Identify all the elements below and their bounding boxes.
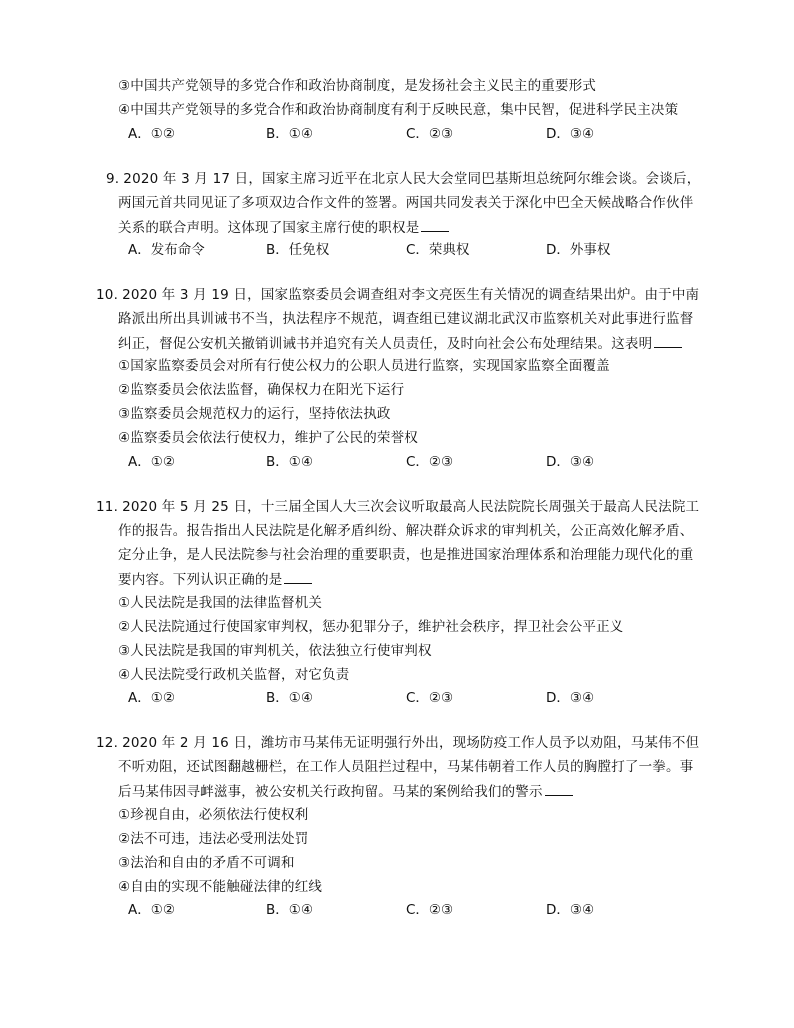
q9-option-d[interactable]: D．外事权 xyxy=(546,242,611,258)
q11-option-c[interactable]: C．②③ xyxy=(406,690,454,706)
answer-blank[interactable] xyxy=(654,335,682,348)
q11-option-d[interactable]: D．③④ xyxy=(546,690,595,706)
q11-option-b[interactable]: B．①④ xyxy=(266,690,313,706)
q10-line-3: 纠正，督促公安机关撤销训诫书并追究有关人员责任，及时向社会公布处理结果。这表明 xyxy=(118,335,682,352)
q11-line-3: 定分止争，是人民法院参与社会治理的重要职责，也是推进国家治理体系和治理能力现代化的重 xyxy=(118,547,694,563)
q10-number: 10. xyxy=(96,287,119,303)
q11-item-2: ②人民法院通过行使国家审判权，惩办犯罪分子，维护社会秩序，捍卫社会公平正义 xyxy=(118,619,624,635)
answer-blank[interactable] xyxy=(545,783,573,796)
answer-blank[interactable] xyxy=(421,219,449,232)
q9-line-1: 9. 2020 年 3 月 17 日，国家主席习近平在北京人民大会堂同巴基斯坦总统阿尔维会谈。会谈后， xyxy=(106,171,701,187)
q12-options xyxy=(128,902,628,918)
q8-option-b[interactable]: B．①④ xyxy=(266,126,313,142)
q10-line-2: 路派出所出具训诫书不当，执法程序不规范，调查组已建议湖北武汉市监察机关对此事进行监督 xyxy=(118,311,694,327)
q11-line-2: 作的报告。报告指出人民法院是化解矛盾纠纷、解决群众诉求的审判机关，公正高效化解矛盾、 xyxy=(118,523,694,539)
q9-line-3: 关系的联合声明。这体现了国家主席行使的职权是 xyxy=(118,219,449,236)
q11-item-3: ③人民法院是我国的审判机关，依法独立行使审判权 xyxy=(118,643,432,659)
q8-option-c[interactable]: C．②③ xyxy=(406,126,454,142)
q8-item-3: ③中国共产党领导的多党合作和政治协商制度，是发扬社会主义民主的重要形式 xyxy=(118,78,597,94)
q12-line-3: 后马某伟因寻衅滋事，被公安机关行政拘留。马某的案例给我们的警示 xyxy=(118,783,573,800)
q9-options xyxy=(128,242,628,258)
q10-option-b[interactable]: B．①④ xyxy=(266,454,313,470)
q11-item-4: ④人民法院受行政机关监督，对它负责 xyxy=(118,667,350,683)
q9-number: 9. xyxy=(106,171,120,187)
q11-line-4: 要内容。下列认识正确的是 xyxy=(118,571,312,588)
q10-item-1: ①国家监察委员会对所有行使公权力的公职人员进行监察，实现国家监察全面覆盖 xyxy=(118,358,610,374)
q10-option-d[interactable]: D．③④ xyxy=(546,454,595,470)
q12-item-2: ②法不可违，违法必受刑法处罚 xyxy=(118,831,309,847)
q12-option-d[interactable]: D．③④ xyxy=(546,902,595,918)
q12-option-a[interactable]: A．①② xyxy=(128,902,175,918)
q12-line-1: 12. 2020 年 2 月 16 日，潍坊市马某伟无证明强行外出，现场防疫工作人员予以劝阻，马某伟不但 xyxy=(96,735,700,751)
q11-options xyxy=(128,690,628,706)
q12-line-2: 不听劝阻，还试图翻越栅栏，在工作人员阻拦过程中，马某伟朝着工作人员的胸膛打了一拳。事 xyxy=(118,759,694,775)
q8-item-4: ④中国共产党领导的多党合作和政治协商制度有利于反映民意，集中民智，促进科学民主决策 xyxy=(118,102,679,118)
q12-item-1: ①珍视自由，必须依法行使权利 xyxy=(118,807,309,823)
q10-line-1: 10. 2020 年 3 月 19 日，国家监察委员会调查组对李文亮医生有关情况的调查结果出炉。由于中南 xyxy=(96,287,700,303)
q10-option-a[interactable]: A．①② xyxy=(128,454,175,470)
q12-option-c[interactable]: C．②③ xyxy=(406,902,454,918)
q11-line-1: 11. 2020 年 5 月 25 日，十三届全国人大三次会议听取最高人民法院院长周强关于最高人民法院工 xyxy=(96,499,700,515)
q12-option-b[interactable]: B．①④ xyxy=(266,902,313,918)
q8-option-d[interactable]: D．③④ xyxy=(546,126,595,142)
q9-line-2: 两国元首共同见证了多项双边合作文件的签署。两国共同发表关于深化中巴全天候战略合作伙伴 xyxy=(118,195,694,211)
answer-blank[interactable] xyxy=(284,571,312,584)
q11-item-1: ①人民法院是我国的法律监督机关 xyxy=(118,595,323,611)
q12-number: 12. xyxy=(96,735,119,751)
q11-option-a[interactable]: A．①② xyxy=(128,690,175,706)
q10-option-c[interactable]: C．②③ xyxy=(406,454,454,470)
q10-item-2: ②监察委员会依法监督，确保权力在阳光下运行 xyxy=(118,382,405,398)
q12-item-4: ④自由的实现不能触碰法律的红线 xyxy=(118,879,323,895)
q10-options xyxy=(128,454,628,470)
q11-number: 11. xyxy=(96,499,119,515)
q9-option-a[interactable]: A．发布命令 xyxy=(128,242,205,258)
q8-option-a[interactable]: A．①② xyxy=(128,126,175,142)
q9-option-c[interactable]: C．荣典权 xyxy=(406,242,470,258)
q9-option-b[interactable]: B．任免权 xyxy=(266,242,330,258)
q10-item-4: ④监察委员会依法行使权力，维护了公民的荣誉权 xyxy=(118,430,419,446)
q10-item-3: ③监察委员会规范权力的运行，坚持依法执政 xyxy=(118,406,391,422)
q12-item-3: ③法治和自由的矛盾不可调和 xyxy=(118,855,295,871)
q8-options xyxy=(128,126,628,142)
